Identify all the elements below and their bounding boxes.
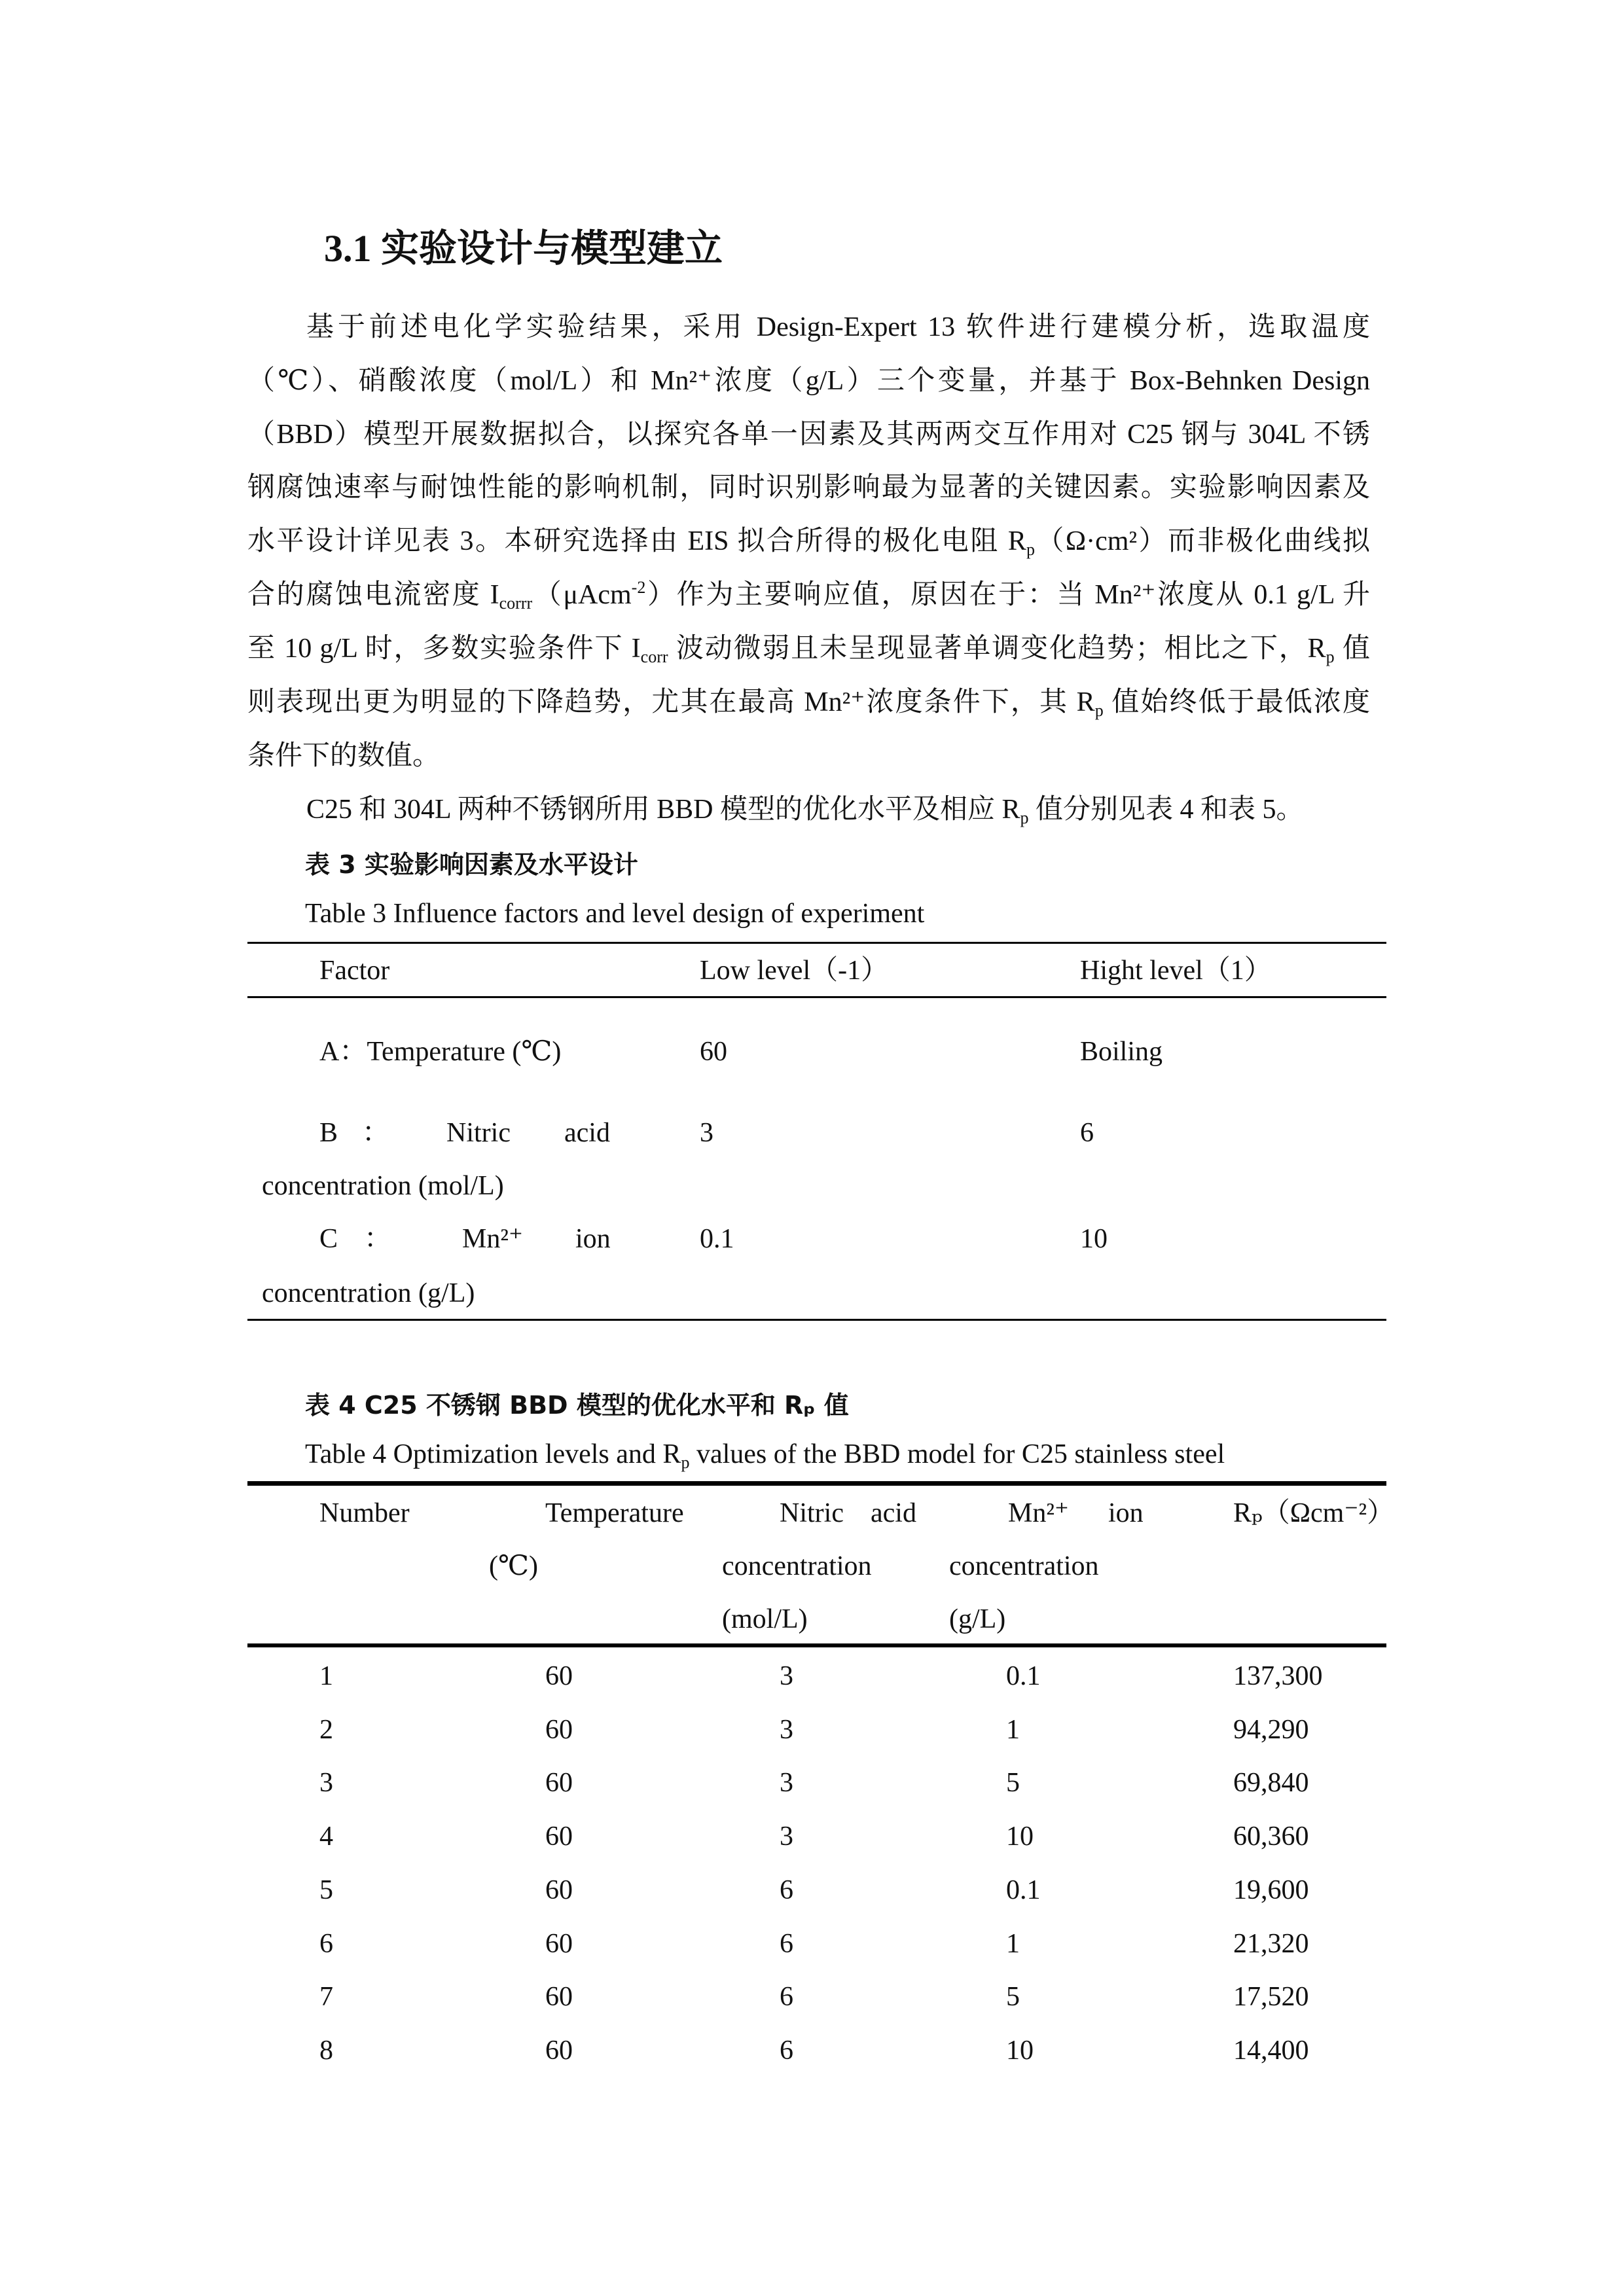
table4-header-mn-unit: (g/L) [949,1604,1006,1634]
body-text-run: 合的腐蚀电流密度 I [247,580,499,610]
table4-cell-number: 4 [319,1821,333,1852]
body-text-run: C25 和 304L 两种不锈钢所用 BBD 模型的优化水平及相应 R [306,795,1020,825]
body-text-run: （BBD）模型开展数据拟合，以探究各单一因素及其两两交互作用对 C25 钢与 304L 不锈 [247,420,1370,450]
table4-cell-number: 7 [319,1982,333,2013]
table4-cell-mn-ion: 5 [1006,1768,1020,1799]
table4-header-rule [247,1643,1386,1647]
section-heading: 3.1 实验设计与模型建立 [324,227,723,270]
table4-caption-en [305,1439,1225,1470]
body-line [247,415,1370,454]
body-text-run: 值 [1334,634,1370,664]
subscript: corrr [499,594,533,613]
body-text-run: 基于前述电化学实验结果，采用 Design-Expert 13 软件进行建模分析，选取温度 [306,312,1370,342]
table4-cell-temperature: 60 [545,1768,573,1799]
table3-high-c: 10 [1080,1224,1108,1254]
table4-cell-nitric-acid: 6 [780,2035,793,2066]
table3-factor-c-word1: Mn²⁺ [462,1224,524,1254]
table4-cell-number: 8 [319,2035,333,2066]
table4-cell-mn-ion: 0.1 [1006,1874,1041,1905]
table4-cell-mn-ion: 1 [1006,1928,1020,1959]
body-text-run: 至 10 g/L 时，多数实验条件下 I [247,634,641,664]
table3-header-low: Low level（-1） [700,956,889,986]
table4-cell-number: 3 [319,1768,333,1799]
table4-cell-rp: 60,360 [1233,1821,1309,1852]
body-line [247,736,1370,776]
table4-caption-cn: 表 4 C25 不锈钢 BBD 模型的优化水平和 Rₚ 值 [305,1391,849,1420]
body-text-run: 则表现出更为明显的下降趋势，尤其在最高 Mn²⁺浓度条件下，其 R [247,687,1095,717]
table3-factor-c-colon: ： [364,1224,392,1254]
table4-header-nitric-2: acid [871,1498,916,1528]
body-text-run: （Ω·cm²）而非极化曲线拟 [1034,526,1371,556]
table4-caption-en-sub: p [681,1453,690,1472]
body-line [247,629,1370,668]
table4-cell-mn-ion: 10 [1006,2035,1034,2066]
subscript: corr [640,647,668,666]
table4-header-temp: Temperature [545,1498,684,1528]
table4-cell-nitric-acid: 6 [780,1928,793,1959]
subscript: p [1020,808,1029,827]
table4-cell-number: 5 [319,1874,333,1905]
subscript: p [1026,540,1035,559]
table3-low-b: 3 [700,1118,713,1148]
body-text-run: （℃）、硝酸浓度（mol/L）和 Mn²⁺浓度（g/L）三个变量，并基于 Box-Behnken Design [247,366,1370,396]
table4-header-rp: Rₚ（Ωcm⁻²） [1233,1498,1395,1528]
table3-factor-c-cont: concentration (g/L) [262,1278,475,1308]
table4-cell-temperature: 60 [545,1821,573,1852]
body-line [306,308,1370,347]
table3-header-rule [247,996,1386,998]
body-text-run: （μAcm [532,580,632,610]
table3-caption-en: Table 3 Influence factors and level design of experiment [305,899,925,929]
table4-cell-rp: 69,840 [1233,1768,1309,1799]
table4-cell-rp: 21,320 [1233,1928,1309,1959]
body-text-run: ）作为主要响应值，原因在于：当 Mn²⁺浓度从 0.1 g/L 升 [645,580,1370,610]
table3-header-high: Hight level（1） [1080,956,1272,986]
table4-cell-nitric-acid: 3 [780,1714,793,1745]
table4-header-number: Number [319,1498,410,1528]
table4-cell-mn-ion: 10 [1006,1821,1034,1852]
table4-cell-temperature: 60 [545,1928,573,1959]
table4-cell-mn-ion: 0.1 [1006,1661,1041,1691]
table3-factor-b-cont: concentration (mol/L) [262,1171,504,1201]
table4-cell-temperature: 60 [545,1714,573,1745]
table3-caption-cn: 表 3 实验影响因素及水平设计 [305,850,638,879]
table4-cell-rp: 17,520 [1233,1982,1309,2013]
table4-header-mn-1: Mn²⁺ [1008,1498,1070,1528]
subscript: p [1326,647,1335,666]
table4-cell-mn-ion: 1 [1006,1714,1020,1745]
table4-cell-rp: 137,300 [1233,1661,1323,1691]
body-line [247,575,1370,615]
table3-high-b: 6 [1080,1118,1094,1148]
table3-bottom-rule [247,1319,1386,1321]
table4-header-nitric-unit: (mol/L) [722,1604,808,1634]
body-line [247,522,1370,561]
body-line [306,790,1370,829]
table4-cell-nitric-acid: 3 [780,1768,793,1799]
superscript: -2 [631,578,646,597]
table4-caption-en-part1: Table 4 Optimization levels and R [305,1439,681,1469]
table4-cell-number: 6 [319,1928,333,1959]
table4-header-nitric-1: Nitric [780,1498,844,1528]
table3-low-c: 0.1 [700,1224,734,1254]
table4-cell-rp: 14,400 [1233,2035,1309,2066]
table3-factor-b-colon: ： [362,1118,390,1148]
body-line [247,468,1370,507]
table3-factor-b-letter: B [319,1118,338,1148]
table4-cell-rp: 19,600 [1233,1874,1309,1905]
table3-high-a: Boiling [1080,1037,1163,1067]
table3-low-a: 60 [700,1037,727,1067]
table4-cell-temperature: 60 [545,1661,573,1691]
table4-top-rule [247,1481,1386,1486]
body-text-run: 值始终低于最低浓度 [1103,687,1370,717]
table4-header-mn-conc: concentration [949,1551,1099,1581]
table4-caption-en-part2: values of the BBD model for C25 stainless steel [689,1439,1225,1469]
table4-cell-number: 1 [319,1661,333,1691]
body-text-run: 值分别见表 4 和表 5。 [1028,795,1304,825]
body-line [247,361,1370,401]
table4-cell-nitric-acid: 6 [780,1874,793,1905]
table4-cell-temperature: 60 [545,1874,573,1905]
table3-factor-a: A：Temperature (℃) [319,1037,562,1067]
subscript: p [1094,701,1104,720]
table4-cell-nitric-acid: 3 [780,1821,793,1852]
table3-header-factor: Factor [319,956,390,986]
table3-factor-c-letter: C [319,1224,338,1254]
table3-factor-b-word2: acid [564,1118,610,1148]
table4-cell-rp: 94,290 [1233,1714,1309,1745]
table3-top-rule [247,942,1386,944]
table4-cell-temperature: 60 [545,1982,573,2013]
table4-cell-nitric-acid: 6 [780,1982,793,2013]
body-text-run: 钢腐蚀速率与耐蚀性能的影响机制，同时识别影响最为显著的关键因素。实验影响因素及 [247,473,1370,503]
table4-cell-nitric-acid: 3 [780,1661,793,1691]
table4-cell-number: 2 [319,1714,333,1745]
body-text-run: 条件下的数值。 [247,741,441,771]
body-line [247,683,1370,722]
table4-cell-temperature: 60 [545,2035,573,2066]
table4-header-mn-2: ion [1108,1498,1144,1528]
table4-header-nitric-conc: concentration [722,1551,872,1581]
table3-factor-c-word2: ion [575,1224,611,1254]
table3-factor-b-word1: Nitric [446,1118,511,1148]
table4-header-temp-unit: (℃) [489,1551,538,1581]
body-text-run: 波动微弱且未呈现显著单调变化趋势；相比之下，R [668,634,1326,664]
body-text-run: 水平设计详见表 3。本研究选择由 EIS 拟合所得的极化电阻 R [247,526,1026,556]
table4-cell-mn-ion: 5 [1006,1982,1020,2013]
